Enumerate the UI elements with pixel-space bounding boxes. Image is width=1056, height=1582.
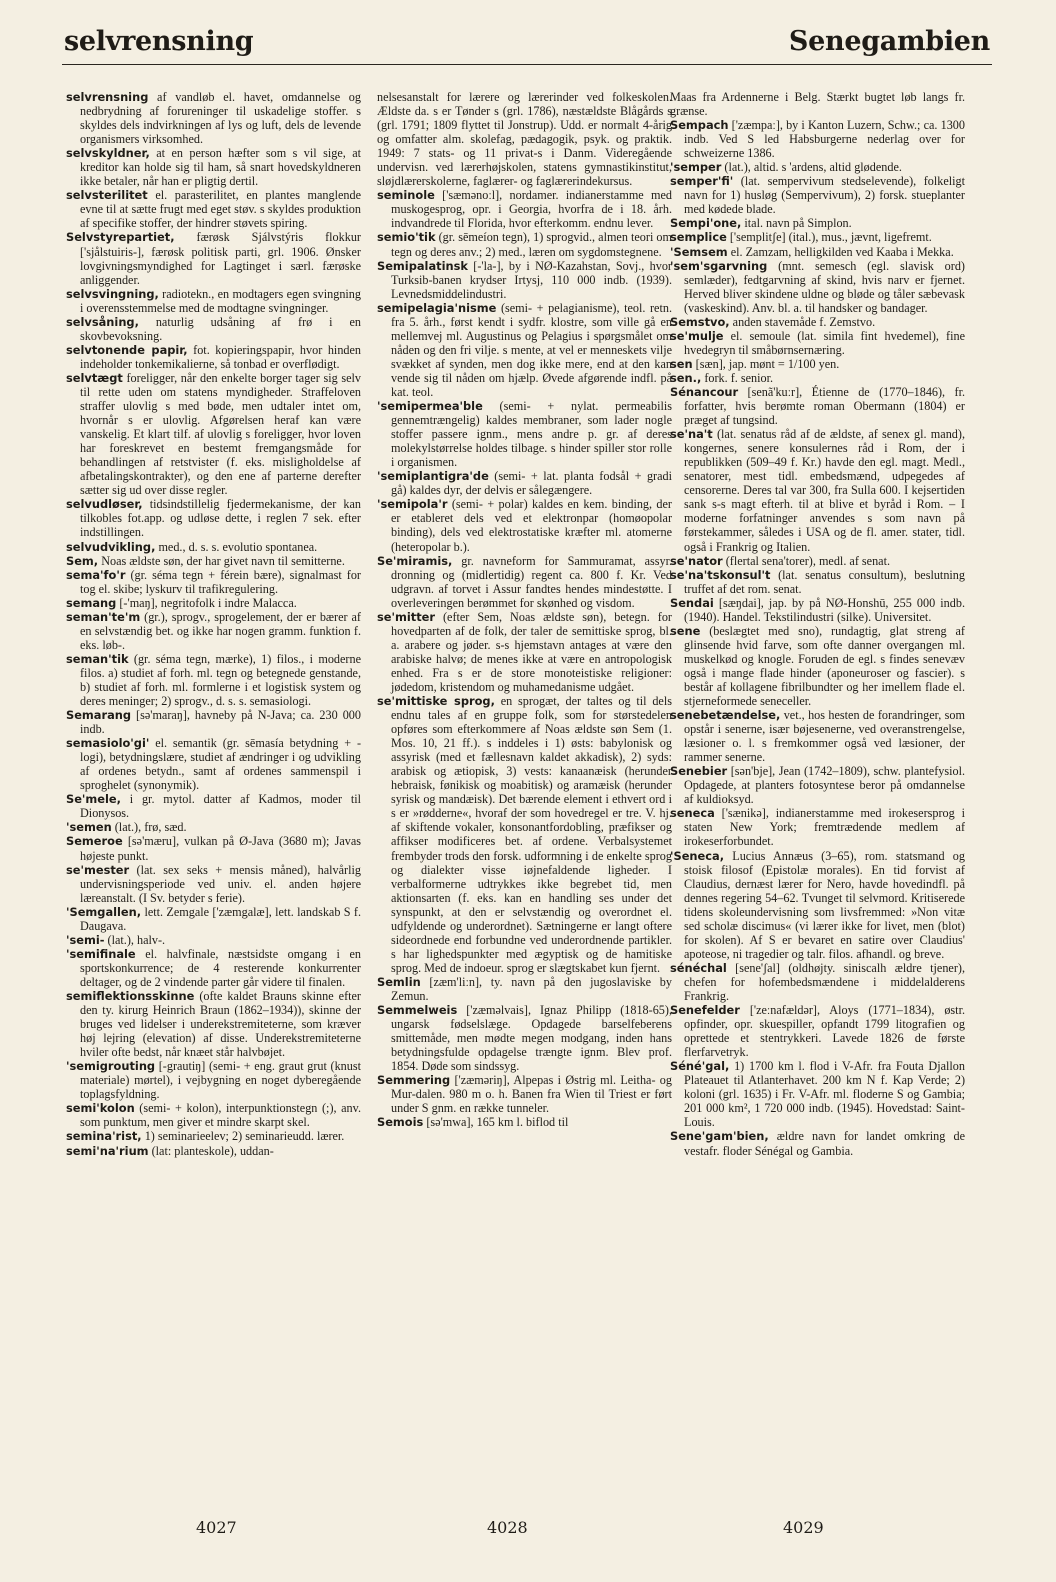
dictionary-entry — [670, 160, 965, 174]
entry-headword: selvudvikling, — [66, 539, 156, 554]
dictionary-entry — [66, 947, 361, 989]
dictionary-entry — [377, 1003, 672, 1073]
entry-headword: semplice — [670, 230, 727, 245]
entry-headword: semio'tik — [377, 230, 436, 245]
entry-headword: Semlin — [377, 974, 421, 989]
entry-definition: foreligger, når den enkelte borger tager sig selv til rette uden om statens myndigheder. Straffeloven straffer ulovlig s med bøde, men udtaler intet om, hvornår s er ulovlig. Afgørelsen heraf kan være vanskelig. Et klart tilf. af ulovlig s foreligger, hvor loven har foreskrevet en bestemt fremgangsmåde for behandlingen af retstvister (f. eks. misligholdelse af afbetalingskontrakter), og den ene af parterne derefter sætter sig ud over disse regler. — [80, 370, 361, 498]
entry-definition: ['zæmpaː], by i Kanton Luzern, Schw.; ca. 1300 indb. Ved S led Habsburgerne nederlag over for schweizerne 1386. — [684, 118, 965, 161]
entry-headword: 'semifinale — [66, 946, 136, 961]
entry-headword: Semois — [377, 1115, 424, 1130]
dictionary-entry — [66, 863, 361, 905]
entry-definition: (gr. sēmeíon tegn), 1) sprogvid., almen teori om tegn og deres anv.; 2) med., læren om sygdomstegnene. — [391, 230, 672, 259]
dictionary-entry — [66, 989, 361, 1059]
page-number-1: 4027 — [196, 1518, 237, 1537]
entry-headword: se'na't — [670, 427, 713, 442]
entry-headword: semang — [66, 595, 117, 610]
entry-definition: 1) seminarieelev; 2) seminarieudd. lærer. — [141, 1129, 345, 1144]
entry-headword: seneca — [670, 806, 715, 821]
entry-definition: ['zæməlvais], Ignaz Philipp (1818-65), ungarsk fødselslæge. Opdagede barselfeberens smittemåde, men mødte megen modgang, inden hans betydningsfulde opdagelse trængte ignm. Blev prof. 1854. Døde som sindssyg. — [391, 1003, 672, 1074]
entry-headword: selvrensning — [66, 90, 149, 104]
dictionary-entry — [670, 849, 965, 961]
entry-definition: [sə'mæru], vulkan på Ø-Java (3680 m); Javas højeste punkt. — [80, 834, 361, 863]
entry-headword: sen — [670, 356, 693, 371]
entry-definition: (lat.), altid. s 'ardens, altid glødende. — [721, 160, 902, 175]
dictionary-entry — [66, 497, 361, 539]
dictionary-entry — [377, 694, 672, 975]
entry-definition: (lat.), frø, sæd. — [111, 820, 187, 835]
dictionary-entry — [377, 230, 672, 258]
entry-definition: el. semoule (lat. simila fint hvedemel), fine hvedegryn til småbørnsernæring. — [684, 328, 965, 357]
column-1 — [66, 90, 361, 1480]
entry-definition: en sprogæt, der taltes og til dels endnu tales af en gruppe folk, som for størstedelen opføres som efterkommere af Noas ældste søn Sem (1. Mos. 10, 21 ff.). s inddeles i 1) østs: babylonisk og assyrisk (med et fællesnavn kaldet akkadisk), 2) syds: arabisk og ætiopisk, 3) vests: kanaanæisk (herunder hebraisk, fønikisk og moabitisk) og aramæisk (herunder syrisk og mandæisk). Det bærende element i ethvert ord i s er »rødderne«, hvoraf der som hovedregel er tre. V. hj. af skiftende vokaler, konsonantfordobling, præfikser og affikser modificeres bet. af ordene. Verbalsystemet frembyder trods den forsk. udformning i de enkelte sprog og dialekter visse iøjnefaldende ligheder. I verbalformerne udtrykkes ikke begrebet tid, men aktionsarten (f. eks. kan en handling ses under det synspunkt, at den er selvstændig og overordnet el. udfyldende og underordnet). Sætningerne er langt oftere sideordnede end forbundne ved underordnende partikler. s har lighedspunkter med ægyptisk og de hamitiske sprog. Med de indoeur. sprog er slægtskabet kun fjernt. — [391, 694, 672, 975]
entry-definition: ital. navn på Simplon. — [741, 216, 852, 231]
entry-headword: 'semigrouting — [66, 1059, 156, 1074]
dictionary-entry — [66, 708, 361, 736]
entry-definition: [senã'kuːr], Étienne de (1770–1846), fr. forfatter, hvis berømte roman Obermann (1804) er præget af tungsind. — [684, 384, 965, 428]
dictionary-entry — [66, 90, 361, 146]
entry-headword: 'semen — [66, 820, 112, 835]
entry-definition: fork. f. senior. — [701, 370, 774, 385]
entry-headword: selvsvingning, — [66, 286, 159, 301]
dictionary-entry — [377, 399, 672, 469]
entry-definition: radiotekn., en modtagers egen svingning i overensstemmelse med de modtagne svingninger. — [80, 286, 361, 315]
entry-definition: ældre navn for landet omkring de vestafr. floder Sénégal og Gambia. — [684, 1129, 965, 1158]
entry-definition: ['zæməriŋ], Alpepas i Østrig ml. Leitha- og Mur-dalen. 980 m o. h. Banen fra Wien til Triest er ført under S gnm. en række tunneler. — [391, 1073, 672, 1116]
entry-definition: (gr.), sprogv., sprogelement, der er bærer af en selvstændig bet. og ikke har nogen gramm. funktion f. eks. løb-. — [80, 609, 361, 652]
dictionary-entry — [670, 259, 965, 315]
entry-definition: el. halvfinale, næstsidste omgang i en sportskonkurrence; de 4 resterende konkurrenter deltager, og de 2 vindende parter går videre til finalen. — [80, 946, 361, 989]
entry-definition: tidsindstillelig fjedermekanisme, der kan tilkobles fot.app. og udløse dette, i reglen 7 sek. efter indstillingen. — [80, 497, 361, 540]
dictionary-entry — [66, 1144, 361, 1158]
dictionary-entry — [670, 961, 965, 1003]
entry-definition: af vandløb el. havet, omdannelse og nedbrydning af forureninger til uskadelige stoffer. s skyldes dels indvirkningen af lys og luft, dels de levende organismers virksomhed. — [80, 90, 361, 147]
entry-definition: Noas ældste søn, der har givet navn til semitterne. — [98, 553, 345, 568]
entry-headword: Semstvo, — [670, 314, 730, 329]
dictionary-entry — [66, 371, 361, 497]
entry-definition: fot. kopieringspapir, hvor hinden indeholder tonkemikalierne, så tonbad er overflødigt. — [80, 342, 361, 371]
entry-definition: gr. navneform for Sammuramat, assyr. dronning og (midlertidig) regent ca. 800 f. Kr. Ved udgravn. af torvet i Assur fandtes hendes mindestøtte. I overleveringen berømmet for skønhed og visdom. — [391, 553, 672, 610]
running-head-left: selvrensning — [64, 26, 254, 57]
entry-definition: ['zeːnafældər], Aloys (1771–1834), østr. opfinder, opr. skuespiller, opfandt 1799 litografien og oprettede et stentrykkeri. Lavede 1826 de første flerfarvetryk. — [684, 1003, 965, 1060]
entry-headword: seminole — [377, 188, 435, 203]
entry-definition: el. parasterilitet, en plantes manglende evne til at sætte frugt med eget støv. s skyldes produktion af specifike stoffer, der hindrer støvets spiring. — [80, 188, 361, 231]
entry-headword: 'semi- — [66, 932, 105, 947]
dictionary-entry — [670, 764, 965, 806]
entry-headword: se'mester — [66, 862, 130, 877]
dictionary-entry — [66, 568, 361, 596]
entry-headword: Séné'gal, — [670, 1059, 730, 1074]
entry-definition: (ofte kaldet Brauns skinne efter den ty. kirurg Heinrich Braun (1862–1934)), skinne der bruges ved lidelser i underekstremiteterne, som kræver høj lejring (elevation) af disse. Underekstremiteterne hviler ofte bedst, når knæet står halvbøjet. — [80, 989, 361, 1060]
dictionary-entry — [670, 245, 965, 259]
entry-definition: (efter Sem, Noas ældste søn), betegn. for hovedparten af de folk, der taler de semittiske sprog, bl. a. arabere og jøder. s-s hjemstavn antages at være den arabiske halvø; de menes ikke at være en antropologisk enhed. Fra s er de store monoteistiske religioner: jødedom, kristendom og muhamedanisme udgået. — [391, 609, 672, 694]
entry-headword: selvsterilitet — [66, 188, 148, 203]
dictionary-entry — [670, 174, 965, 216]
entry-definition: (flertal sena'torer), medl. af senat. — [722, 553, 891, 568]
dictionary-entry — [377, 469, 672, 497]
dictionary-entry — [66, 315, 361, 343]
dictionary-entry — [670, 329, 965, 357]
entry-definition: (mnt. semesch (egl. slavisk ord) semlæder), fedtgarvning af skind, hvis narv er fjernet. Herved bliver skindene uldne og bløde og tåler sæbevask (vaskeskind). Anv. bl. a. til handsker og bandager. — [684, 258, 965, 315]
entry-headword: 'Semsem — [670, 244, 728, 259]
entry-headword: Se'mele, — [66, 792, 121, 807]
entry-headword: senebetændelse, — [670, 708, 781, 723]
entry-headword: sen., — [670, 370, 702, 385]
entry-definition: lett. Zemgale ['zæmgalæ], lett. landskab S f. Daugava. — [80, 904, 361, 933]
entry-definition: [-'maŋ], negritofolk i indre Malacca. — [116, 595, 297, 610]
dictionary-entry — [670, 357, 965, 371]
entry-headword: 'Seneca, — [670, 848, 725, 863]
page-number-2: 4028 — [487, 1518, 528, 1537]
entry-definition: (beslægtet med sno), rundagtig, glat streng af glinsende hvid farve, som ofte danner overgangen ml. muskelkød og knogle. Foruden de egl. s findes senevæv også i mange flade hinder (aponeuroser og fascier). s består af kollagene fibrilbundter og her imellem flade el. stjerneformede seneceller. — [684, 623, 965, 709]
dictionary-entry — [66, 792, 361, 820]
entry-definition: [sæn], jap. mønt = 1/100 yen. — [692, 356, 840, 371]
dictionary-entry — [670, 230, 965, 244]
dictionary-entry — [377, 1073, 672, 1115]
entry-definition: el. semantik (gr. sēmasía betydning + -logi), betydningslære, studiet af ændringer i og udvikling af ordenes betydn., samt af ordenes sammenspil i sproghelet (synonymik). — [80, 736, 361, 793]
entry-headword: Sénancour — [670, 384, 739, 399]
dictionary-entry — [377, 975, 672, 1003]
dictionary-entry — [670, 385, 965, 427]
entry-definition: ['sænikə], indianerstamme med irokesersprog i staten New York; fremtrædende medlem af irokeserforbundet. — [684, 806, 965, 849]
entry-definition: [sæŋdai], jap. by på NØ-Honshū, 255 000 indb. (1940). Handel. Tekstilindustri (silke). Universitet. — [684, 595, 965, 624]
entry-headword: selvtonende papir, — [66, 342, 188, 357]
entry-headword: Semmering — [377, 1073, 451, 1088]
entry-headword: 'semper — [670, 160, 722, 175]
dictionary-entry — [670, 315, 965, 329]
entry-headword: semper'fi' — [670, 174, 734, 189]
entry-definition: (semi- + pelagianisme), teol. retn. fra 5. årh., først kendt i sydfr. klostre, som ville gå en mellemvej ml. Augustinus og Pelagius i spørgsmålet om nåden og den fri vilje. s mente, at vel er menneskets vilje svækket af synden, men dog ikke mere, end at den kan vende sig til nåden om hjælp. Øvede afgørende indfl. på kat. teol. — [391, 300, 672, 399]
dictionary-entry — [66, 188, 361, 230]
entry-headword: selvskyldner, — [66, 146, 150, 161]
entry-definition: (lat. sempervivum stedselevende), folkeligt navn for 1) husløg (Sempervivum), 2) forsk. stueplanter med kødede blade. — [684, 174, 965, 217]
entry-headword: sénéchal — [670, 960, 727, 975]
dictionary-entry — [377, 301, 672, 399]
entry-definition: el. Zamzam, helligkilden ved Kaaba i Mekka. — [727, 244, 954, 259]
entry-headword: Senebier — [670, 764, 728, 779]
dictionary-entry — [377, 554, 672, 610]
entry-headword: se'nator — [670, 553, 723, 568]
entry-headword: Sene'gam'bien, — [670, 1129, 769, 1144]
dictionary-entry — [377, 90, 672, 188]
entry-headword: se'mitter — [377, 609, 435, 624]
dictionary-entry — [66, 554, 361, 568]
entry-definition: (lat. senatus consultum), beslutning truffet af det rom. senat. — [684, 567, 965, 596]
entry-definition: (lat. senatus råd af de ældste, af senex gl. mand), kongernes, senere konsulernes råd i Rom, der i republikken (509–49 f. Kr.) havde den egl. magt. Medl., senatorer, mest tidl. embedsmænd, udpegedes af censorerne. Deres tal var 300, fra Sulla 600. I kejsertiden sank s-s magt efterh. til at blive et byråd i Rom. – I moderne forfatninger anvendes s som navn på førstekammer, således i USA og de fl. amer. stater, tidl. også i Frankrig og Italien. — [684, 427, 965, 554]
entry-definition: (semi- + polar) kaldes en kem. binding, der er etableret dels ved et elektronpar (homøopolar binding), dels ved elektrostatiske kræfter ml. atomerne (heteropolar b.). — [391, 497, 672, 554]
entry-definition: (gr. séma tegn, mærke), 1) filos., i moderne filos. a) studiet af forh. ml. tegn og betegnede genstande, b) studiet af forh. ml. formlerne i et logistisk system og deres meninger; 2) sprogv., d. s. s. semasiologi. — [80, 651, 361, 709]
entry-definition: [-'la-], by i NØ-Kazahstan, Sovj., hvor Turksib-banen krydser Irtysj, 110 000 indb. (1939). Levnedsmiddelindustri. — [391, 258, 672, 301]
entry-definition: Maas fra Ardennerne i Belg. Stærkt bugtet løb langs fr. grænse. — [670, 90, 965, 119]
entry-headword: selvsåning, — [66, 314, 139, 329]
entry-headword: sema'fo'r — [66, 567, 126, 582]
dictionary-entry — [670, 624, 965, 708]
entry-headword: semina'rist, — [66, 1129, 142, 1144]
entry-definition: færøsk Sjálvstýris flokkur ['sjålstuiris-], færøsk politisk parti, grl. 1906. Ønsker lovgivningsmyndighed for Lagtinget i særl. færøske anliggender. — [80, 230, 361, 287]
entry-definition: [sən'bje], Jean (1742–1809), schw. plantefysiol. Opdagede, at planters fotosyntese beror på omdannelse af kuldioksyd. — [684, 764, 965, 807]
dictionary-entry — [66, 1059, 361, 1101]
dictionary-entry — [66, 230, 361, 286]
dictionary-entry — [670, 806, 965, 848]
entry-headword: semiflektionsskinne — [66, 989, 195, 1003]
entry-definition: [sə'mwa], 165 km l. biflod til — [423, 1115, 569, 1130]
dictionary-entry — [670, 596, 965, 624]
entry-definition: nelsesanstalt for lærere og lærerinder ved folkeskolen. Ældste da. s er Tønder s (grl. 1786), næstældste Blågårds s (grl. 1791; 1809 flyttet til Jonstrup). Udd. er normalt 4-årig og omfatter alm. skolefag, pædagogik, psyk. og praktik. 1949: 7 stats- og 11 privat-s i Danm. Videregående undervisn. ved lærerhøjskolen, statens gymnastikinstitut, sløjdlærerskolerne, faglærer- og faglærerindekursus. — [377, 90, 672, 189]
entry-definition: 1) 1700 km l. flod i V-Afr. fra Fouta Djallon Plateauet til Atlanterhavet. 200 km N f. Kap Verde; 2) koloni (grl. 1635) i Fr. V-Afr. ml. floderne S og Gambia; 201 000 km², 1 720 000 indb. (1945). Hovedstad: Saint-Louis. — [684, 1059, 965, 1130]
entry-headword: selvtægt — [66, 370, 123, 385]
entry-headword: 'semiplantigra'de — [377, 469, 489, 484]
entry-headword: Se'miramis, — [377, 553, 453, 568]
column-3 — [670, 90, 965, 1480]
entry-headword: 'semipola'r — [377, 497, 448, 512]
dictionary-entry — [377, 497, 672, 553]
page-number-3: 4029 — [783, 1518, 824, 1537]
dictionary-entry — [377, 610, 672, 694]
dictionary-entry — [377, 188, 672, 230]
entry-definition: [-grautiŋ] (semi- + eng. graut grut (knust materiale) mørtel), i vejbygning en noget dyberegående toplagsfyldning. — [80, 1059, 361, 1102]
entry-headword: semipelagia'nisme — [377, 300, 497, 315]
dictionary-entry — [377, 259, 672, 301]
dictionary-entry — [377, 1115, 672, 1129]
dictionary-entry — [670, 554, 965, 568]
entry-headword: Sempach — [670, 118, 729, 133]
entry-definition: vet., hos hesten de forandringer, som opstår i senerne, især bøjesenerne, ved overanstrengelse, læsioner o. l. s fremkommer også ved læsioner, der rammer senerne. — [684, 708, 965, 765]
dictionary-entry — [66, 1101, 361, 1129]
dictionary-entry — [670, 216, 965, 230]
entry-definition: (gr. séma tegn + férein bære), signalmast for tog el. skibe; lyskurv til trafikregulering. — [80, 567, 361, 596]
entry-definition: (lat.), halv-. — [104, 932, 166, 947]
header-rule — [62, 64, 992, 65]
column-2 — [377, 90, 672, 1480]
entry-definition: naturlig udsåning af frø i en skovbevoksning. — [80, 314, 361, 343]
entry-headword: 'semipermea'ble — [377, 399, 483, 414]
entry-headword: se'na'tskonsul't — [670, 567, 771, 582]
entry-headword: Selvstyrepartiet, — [66, 230, 175, 245]
dictionary-entry — [66, 540, 361, 554]
entry-definition: [zæm'liːn], ty. navn på den jugoslaviske by Zemun. — [391, 974, 672, 1003]
entry-definition: i gr. mytol. datter af Kadmos, moder til Dionysos. — [80, 792, 361, 821]
entry-definition: ['semplitʃe] (ital.), mus., jævnt, ligefremt. — [726, 230, 932, 245]
entry-headword: Sempi'one, — [670, 216, 742, 231]
entry-headword: sene — [670, 623, 701, 638]
dictionary-entry — [670, 1059, 965, 1129]
entry-headword: Semeroe — [66, 834, 123, 849]
entry-headword: Sem, — [66, 553, 99, 568]
dictionary-entry — [670, 371, 965, 385]
entry-definition: (semi- + kolon), interpunktionstegn (;), anv. som punktum, men giver et mindre skarpt skel. — [80, 1101, 361, 1130]
dictionary-entry — [670, 118, 965, 160]
dictionary-entry — [66, 736, 361, 792]
dictionary-entry — [66, 610, 361, 652]
dictionary-entry — [66, 820, 361, 834]
dictionary-entry — [670, 1129, 965, 1157]
dictionary-entry — [66, 933, 361, 947]
dictionary-entry — [670, 568, 965, 596]
dictionary-entry — [66, 652, 361, 708]
entry-definition: (lat. sex seks + mensis måned), halvårlig undervisningsperiode ved univ. el. anden højere læreanstalt. (I Sv. betyder s ferie). — [80, 862, 361, 905]
dictionary-entry — [66, 596, 361, 610]
entry-headword: seman'te'm — [66, 609, 141, 624]
dictionary-entry — [66, 834, 361, 862]
entry-headword: se'mittiske sprog, — [377, 694, 495, 709]
entry-definition: (semi- + nylat. permeabilis gennemtrængelig) kaldes membraner, som lader nogle stoffer passere ignm., mens andre p. gr. af deres molekylstørrelse holdes tilbage. s hinder spiller stor rolle i organismen. — [391, 399, 672, 470]
dictionary-entry — [670, 1003, 965, 1059]
dictionary-entry — [66, 1129, 361, 1143]
dictionary-entry — [66, 146, 361, 188]
entry-headword: 'sem'sgarvning — [670, 258, 768, 273]
entry-headword: Semipalatinsk — [377, 258, 468, 273]
dictionary-entry — [66, 905, 361, 933]
entry-headword: Semmelweis — [377, 1003, 458, 1018]
dictionary-entry — [670, 90, 965, 118]
entry-definition: (lat: planteskole), uddan- — [148, 1143, 274, 1158]
entry-definition: [sə'maraŋ], havneby på N-Java; ca. 230 000 indb. — [80, 708, 361, 737]
entry-headword: Semarang — [66, 708, 132, 723]
entry-headword: Senefelder — [670, 1003, 740, 1018]
dictionary-entry — [670, 427, 965, 553]
entry-headword: 'Semgallen, — [66, 904, 142, 919]
entry-headword: Sendai — [670, 595, 714, 610]
entry-definition: [sene'ʃal] (oldhøjty. siniscalh ældre tjener), chefen for hofembedsmændene i middelalderens Frankrig. — [684, 960, 965, 1003]
entry-headword: seman'tik — [66, 651, 129, 666]
entry-definition: at en person hæfter som s vil sige, at kreditor kan holde sig til ham, så snart hovedskyldneren ikke betaler, når han er pligtig dertil. — [80, 146, 361, 189]
entry-headword: semasiolo'gi' — [66, 736, 150, 751]
entry-definition: Lucius Annæus (3–65), rom. statsmand og stoisk filosof (Epistolæ morales). En tid forvist af Claudius, dernæst lærer for Nero, havde hovedindfl. på dennes regering 54–62. Tvunget til selvmord. Kritiserede tidens skoleundervisning som livsfremmed: »Non vitæ sed scholæ discimus« (vi lærer ikke for livet, men (blot) for skolen). Af S er bevaret en satire over Claudius' apoteose, ni tragedier og talr. filos. afhandl. og breve. — [684, 848, 965, 961]
entry-definition: (semi- + lat. planta fodsål + gradi gå) kaldes dyr, der delvis er sålegængere. — [391, 469, 672, 498]
dictionary-entry — [66, 287, 361, 315]
entry-definition: ['sæmənoːl], nordamer. indianerstamme med muskogesprog, opr. i Georgia, hvorfra de i 18. årh. indvandrede til Florida, hvor efterkomm. endnu lever. — [391, 188, 672, 231]
entry-definition: med., d. s. s. evolutio spontanea. — [155, 539, 318, 554]
entry-definition: anden stavemåde f. Zemstvo. — [729, 314, 876, 329]
entry-headword: semi'kolon — [66, 1101, 135, 1116]
dictionary-entry — [66, 343, 361, 371]
entry-headword: se'mulje — [670, 328, 724, 343]
entry-headword: semi'na'rium — [66, 1143, 149, 1158]
entry-headword: selvudløser, — [66, 497, 143, 512]
dictionary-entry — [670, 708, 965, 764]
running-head-right: Senegambien — [788, 26, 990, 57]
